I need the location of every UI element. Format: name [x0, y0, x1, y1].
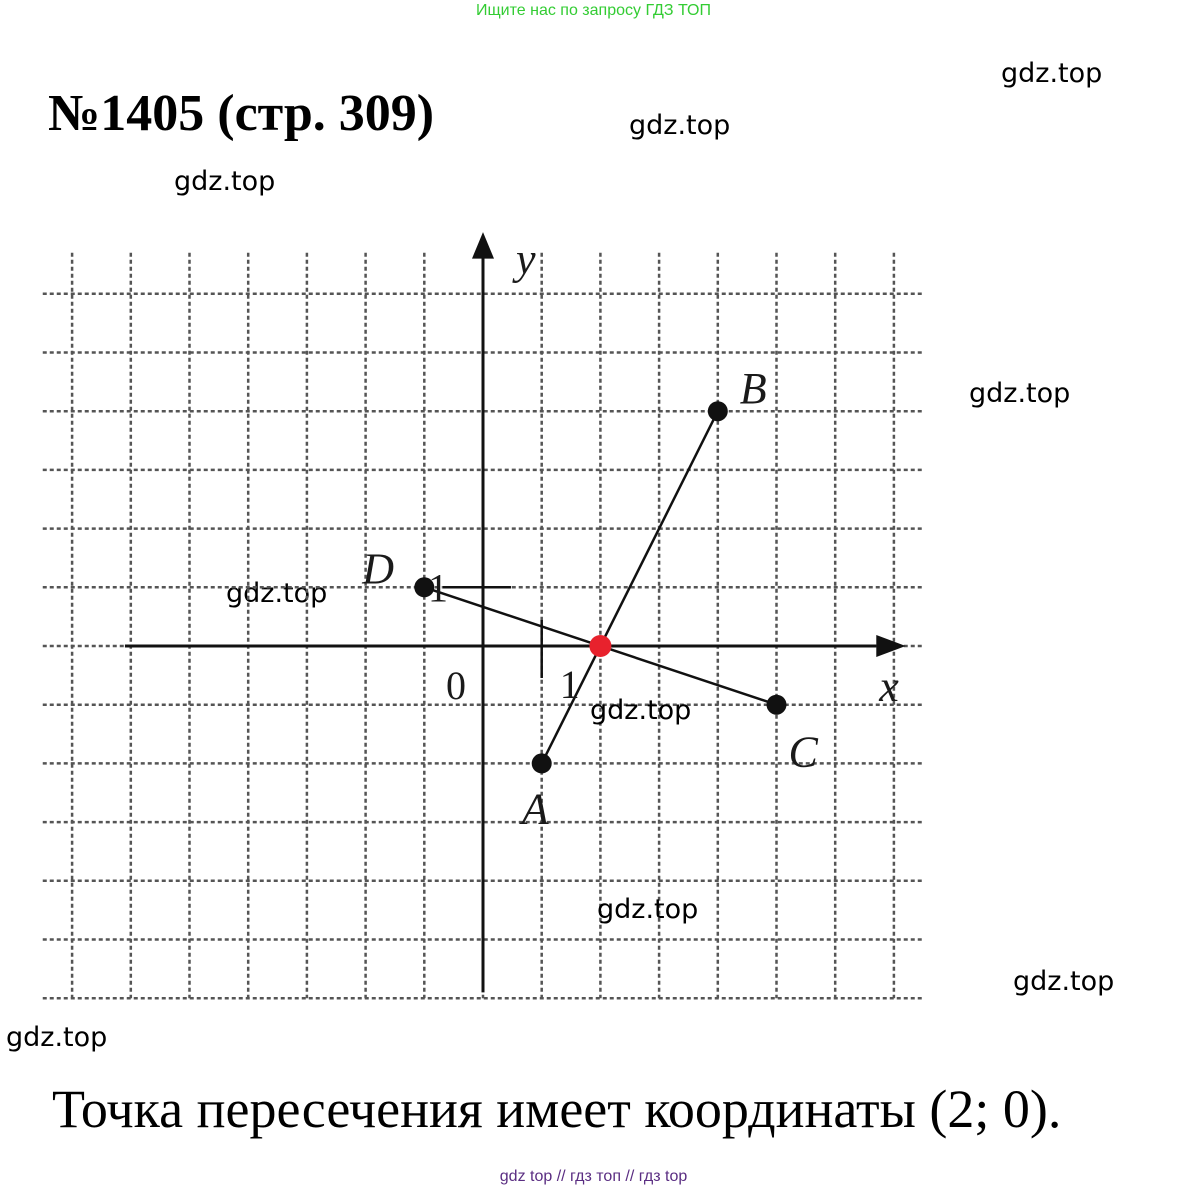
- watermark: gdz.top: [590, 695, 692, 726]
- answer-text: Точка пересечения имеет координаты (2; 0).: [52, 1079, 1062, 1139]
- watermark: gdz.top: [6, 1022, 108, 1053]
- page-title: №1405 (стр. 309): [48, 85, 435, 142]
- y-axis-arrow-icon: [472, 232, 494, 258]
- unit-y-label: 1: [428, 565, 448, 611]
- watermark: gdz.top: [174, 166, 276, 197]
- top-banner: Ищите нас по запросу ГДЗ ТОП: [476, 2, 711, 19]
- point-label-c: C: [788, 727, 818, 777]
- watermark: gdz.top: [1001, 58, 1103, 89]
- origin-label: 0: [446, 663, 466, 708]
- watermark: gdz.top: [597, 894, 699, 925]
- watermark: gdz.top: [226, 578, 328, 609]
- x-axis-arrow-icon: [876, 635, 905, 657]
- x-axis-label: x: [879, 662, 899, 711]
- point-label-b: B: [739, 364, 767, 414]
- point-label-d: D: [362, 544, 395, 594]
- y-axis-label: y: [516, 234, 536, 284]
- point-c: [767, 695, 787, 715]
- unit-x-label: 1: [559, 662, 580, 707]
- watermark: gdz.top: [1013, 966, 1115, 997]
- watermark: gdz.top: [969, 378, 1071, 409]
- axes: [125, 232, 906, 992]
- footer: gdz top // гдз топ // гдз top: [499, 1168, 688, 1185]
- point-label-a: A: [521, 784, 549, 834]
- point-b: [708, 401, 728, 421]
- watermark: gdz.top: [629, 110, 731, 141]
- point-a: [532, 753, 552, 773]
- intersection-point: [589, 635, 611, 657]
